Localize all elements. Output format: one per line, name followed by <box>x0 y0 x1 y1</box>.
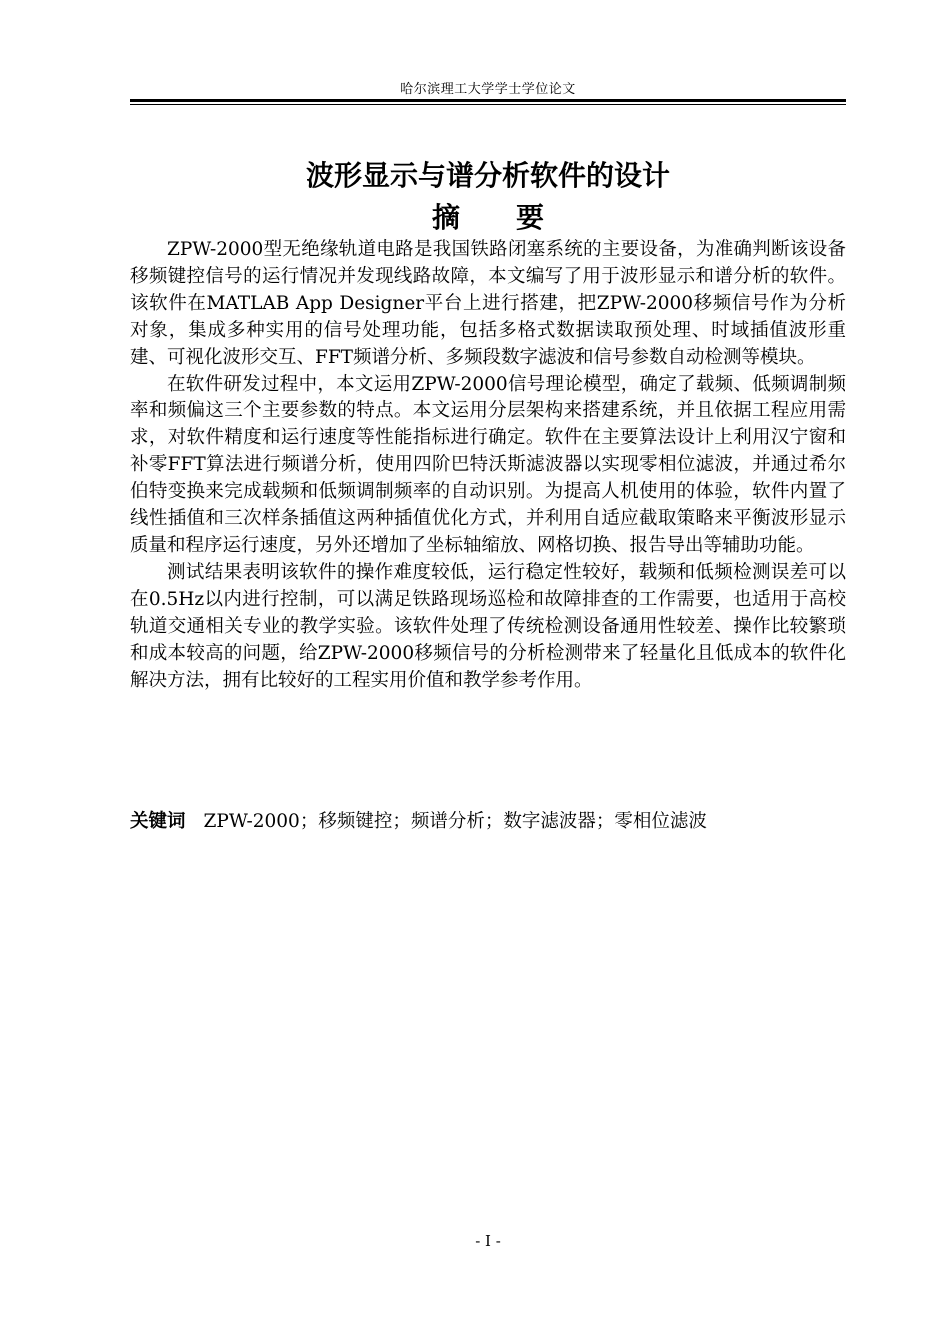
keywords-line <box>130 808 846 835</box>
page-title: 波形显示与谱分析软件的设计 <box>305 159 670 192</box>
header-rule-thick <box>130 99 846 102</box>
abstract-heading-char-2: 要 <box>516 201 545 234</box>
abstract-body <box>130 237 846 694</box>
keywords-label: 关键词 <box>130 811 186 832</box>
page-number: - I - <box>475 1232 501 1250</box>
abstract-paragraph-2: 在软件研发过程中，本文运用ZPW-2000信号理论模型，确定了载频、低频调制频率和频偏这三个主要参数的特点。本文运用分层架构来搭建系统，并且依据工程应用需求，对软件精度和运行速度等性能指标进行确定。软件在主要算法设计上利用汉宁窗和补零FFT算法进行频谱分析，使用四阶巴特沃斯滤波器以实现零相位滤波，并通过希尔伯特变换来完成载频和低频调制频率的自动识别。为提高人机使用的体验，软件内置了线性插值和三次样条插值这两种插值优化方式，并利用自适应截取策略来平衡波形显示质量和程序运行速度，另外还增加了坐标轴缩放、网格切换、报告导出等辅助功能。 <box>130 373 846 556</box>
abstract-heading-char-1: 摘 <box>431 201 460 234</box>
running-header: 哈尔滨理工大学学士学位论文 <box>400 82 576 97</box>
abstract-paragraph-3: 测试结果表明该软件的操作难度较低，运行稳定性较好，载频和低频检测误差可以在0.5Hz以内进行控制，可以满足铁路现场巡检和故障排查的工作需要，也适用于高校轨道交通相关专业的教学实验。该软件处理了传统检测设备通用性较差、操作比较繁琐和成本较高的问题，给ZPW-2000移频信号的分析检测带来了轻量化且低成本的软件化解决方法，拥有比较好的工程实用价值和教学参考作用。 <box>130 561 846 691</box>
keywords-text: ZPW-2000；移频键控；频谱分析；数字滤波器；零相位滤波 <box>203 811 707 832</box>
abstract-heading <box>130 200 846 236</box>
header-rule-thin <box>130 104 846 105</box>
abstract-paragraph-1: ZPW-2000型无绝缘轨道电路是我国铁路闭塞系统的主要设备，为准确判断该设备移频键控信号的运行情况并发现线路故障，本文编写了用于波形显示和谱分析的软件。该软件在MATLAB App Designer平台上进行搭建，把ZPW-2000移频信号作为分析对象，集成多种实用的信号处理功能，包括多格式数据读取预处理、时域插值波形重建、可视化波形交互、FFT频谱分析、多频段数字滤波和信号参数自动检测等模块。 <box>130 239 846 368</box>
